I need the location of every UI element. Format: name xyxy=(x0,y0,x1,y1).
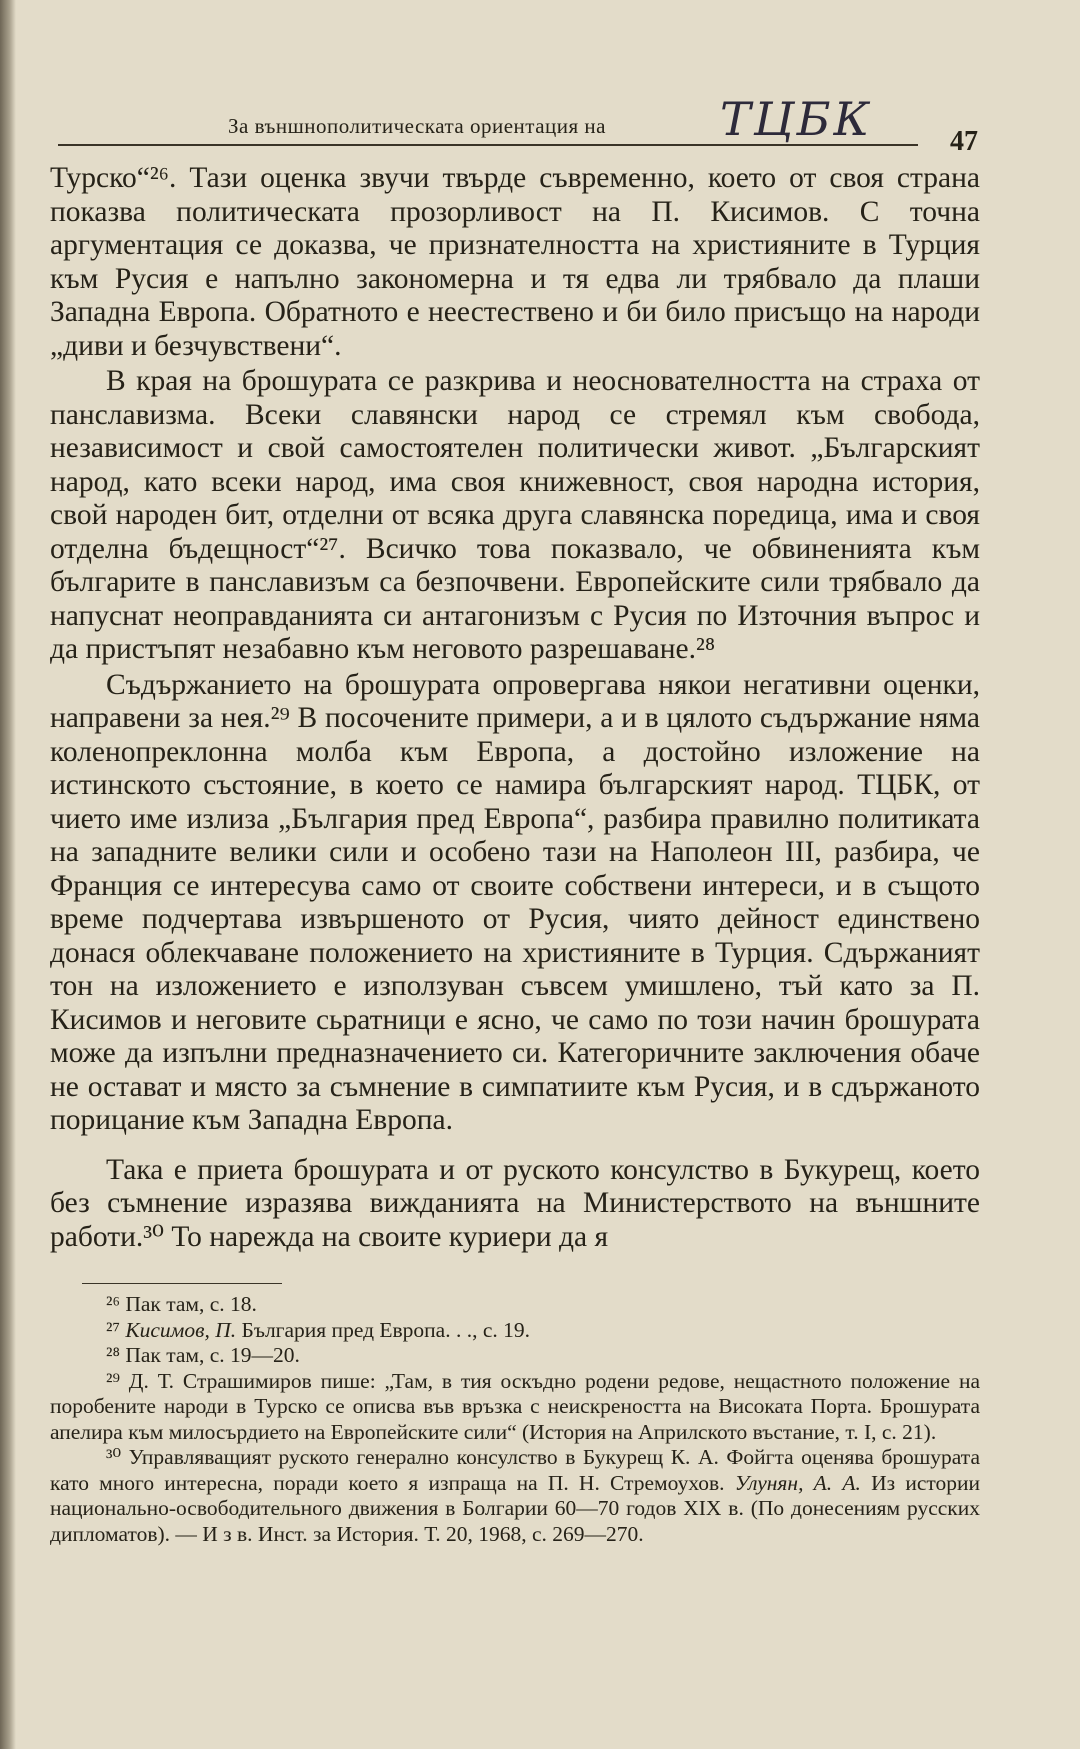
paragraph-4: Така е приета брошурата и от руското консулство в Букурещ, което без съмнение изразява вижданията на Министерството на външните работи.³⁰ То нарежда на своите куриери да я xyxy=(50,1153,980,1253)
paragraph-1: Турско“²⁶. Тази оценка звучи твърде съвременно, което от своя страна показва политическата прозорливост на П. Кисимов. С точна аргументация се доказва, че признателността на християните в Турция към Русия е напълно закономерна и тя едва ли трябвало да плаши Западна Европа. Обратното е неестествено и би било присъщо на народи „диви и безчувствени“. xyxy=(50,162,980,362)
footnote-28: ²⁸ Пак там, с. 19—20. xyxy=(106,1343,300,1367)
footnote-30-author: Улунян, А. А. xyxy=(734,1470,861,1495)
page-number: 47 xyxy=(950,126,978,157)
footnote-separator xyxy=(82,1283,282,1284)
footnote-27-number: ²⁷ xyxy=(106,1317,126,1342)
footnote-27-text: България пред Европа. . ., с. 19. xyxy=(236,1317,531,1342)
footnote-29: ²⁹ Д. Т. Страшимиров пише: „Там, в тия оскъдно родени редове, нещастното положение на поробените народи в Турско се описва във връзка с неискреността на Високата Порта. Брошурата апелира към милосърдието на Европейските сили“ (История на Априлското въстание, т. I, с. 21). xyxy=(50,1368,980,1444)
footnote-30-text-a: ³⁰ Управляващият руското генерално консулство в Букурещ К. А. Фойгта оценява брошурата като много интересна, поради което я изпраща на П. Н. Стремоухов. xyxy=(50,1445,980,1495)
footnotes xyxy=(50,1283,980,1547)
footnote-27 xyxy=(50,1318,980,1344)
paragraph-2: В края на брошурата се разкрива и неоснователността на страха от панславизма. Всеки славянски народ се стремял към свобода, независимост и свой самостоятелен политически живот. „Българският народ, като всеки народ, има своя книжевност, своя народна история, свой народен бит, отделни от всяка друга славянска поредица, има и своя отделна бъдещност“²⁷. Всичко това показвало, че обвиненията към българите в панславизъм са безпочвени. Европейските сили трябвало да напуснат неоправданията си антагонизъм с Русия по Източния въпрос и да пристъпят незабавно към неговото разрешаване.²⁸ xyxy=(50,365,980,665)
footnote-26: ²⁶ Пак там, с. 18. xyxy=(106,1292,257,1316)
footnote-30-text-b: Из истории национально-освободительного движения в Болгарии 60—70 годов XIX в. (По донесениям русских дипломатов). — И з в. Инст. за История. Т. 20, 1968, с. 269—270. xyxy=(50,1470,980,1546)
header-rule xyxy=(58,144,918,146)
footnote-27-author: Кисимов, П. xyxy=(125,1317,237,1342)
running-title: За външнополитическата ориентация на xyxy=(228,114,606,138)
handwritten-annotation: ТЦБК xyxy=(720,92,873,146)
paragraph-3: Съдържанието на брошурата опровергава някои негативни оценки, направени за нея.²⁹ В посочените примери, а и в цялото съдържание няма коленопреклонна молба към Европа, а достойно изложение на истинското състояние, в което се намира българският народ. ТЦБК, от чието име излиза „България пред Европа“, разбира правилно политиката на западните велики сили и особено тази на Наполеон III, разбира, че Франция се интересува само от своите собствени интереси, и в същото време подчертава извършеното от Русия, чиято дейност единствено донася облекчаване положението на християните в Турция. Сдържаният тон на изложението е използуван съвсем умишлено, тъй като за П. Кисимов и неговите сьратници е ясно, че само по този начин брошурата може да изпълни предназначението си. Категоричните заключения обаче не остават и място за съмнение в симпатиите към Русия, и в сдържаното порицание към Западна Европа. xyxy=(50,668,980,1136)
main-text xyxy=(50,162,980,1254)
footnote-30 xyxy=(50,1445,980,1547)
running-header xyxy=(58,92,978,157)
